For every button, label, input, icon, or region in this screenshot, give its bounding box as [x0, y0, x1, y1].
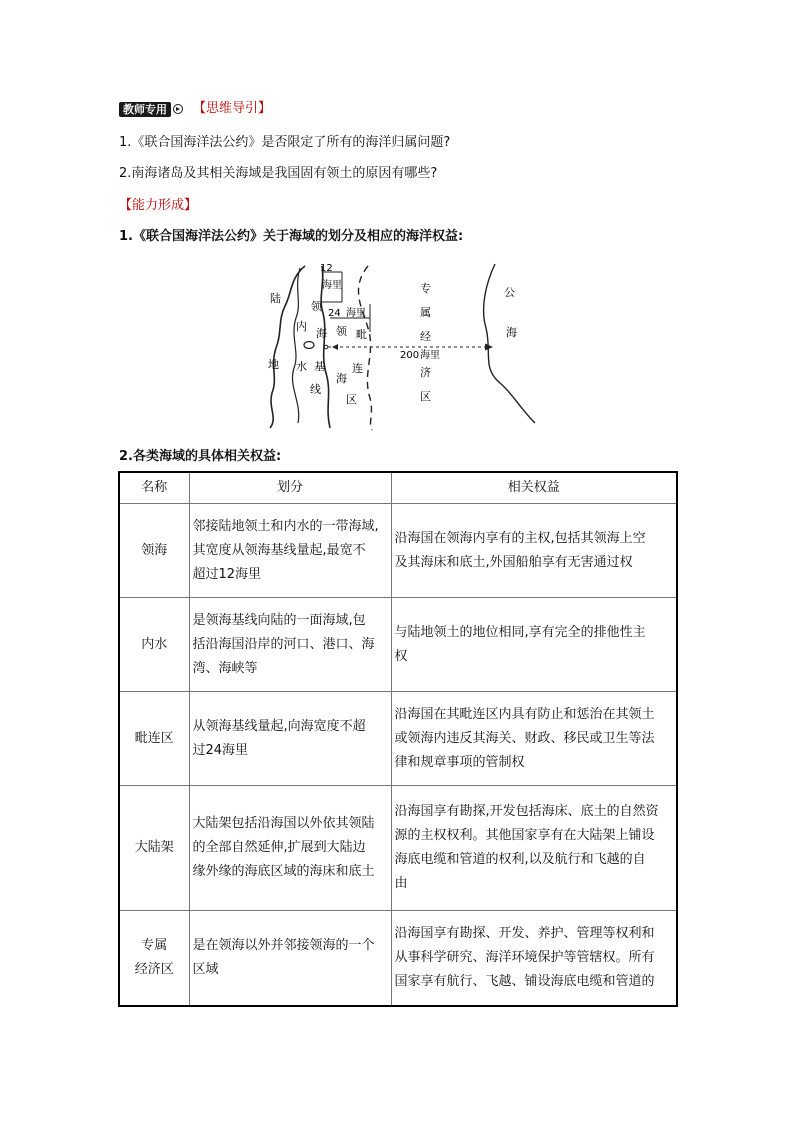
inner-water-char-2: 水	[296, 360, 307, 373]
table-row	[119, 598, 677, 692]
baseline-char-3: 基	[314, 360, 325, 373]
cell-rights-line: 权	[394, 648, 408, 664]
guide-heading: 【思维导引】	[193, 101, 272, 116]
contiguous-char-2: 连	[352, 362, 363, 375]
territorial-char-2: 海	[336, 372, 347, 385]
cell-rights-line: 或领海内违反其海关、财政、移民或卫生等法	[394, 730, 655, 746]
island-small	[324, 345, 328, 349]
cell-division-line: 过24海里	[192, 742, 249, 758]
cell-name	[119, 598, 189, 692]
cell-division	[189, 786, 391, 911]
cell-name	[119, 692, 189, 786]
cell-rights-line: 律和规章事项的管制权	[394, 754, 525, 770]
cell-rights	[391, 598, 677, 692]
guide-question-2: 2.南海诸岛及其相关海域是我国固有领土的原因有哪些?	[119, 166, 438, 181]
cell-rights-line: 及其海床和底土,外国船舶享有无害通过权	[394, 554, 633, 570]
label-12: 12	[320, 263, 333, 274]
cell-rights-line: 沿海国在领海内享有的主权,包括其领海上空	[394, 530, 646, 546]
cell-rights-line: 沿海国享有勘探、开发、养护、管理等权利和	[394, 925, 655, 941]
sea-rights-table	[118, 471, 678, 1007]
arrow-right-icon	[485, 344, 493, 351]
label-200: 200	[400, 350, 420, 361]
cell-rights	[391, 504, 677, 598]
land-char-2: 地	[268, 358, 279, 371]
cell-name-line: 经济区	[134, 961, 174, 977]
contiguous-char-3: 区	[346, 393, 357, 406]
label-12-unit: 海里	[322, 280, 342, 291]
cell-rights-line: 国家享有航行、飞越、铺设海底电缆和管道的	[394, 973, 655, 989]
cell-rights-line: 从事科学研究、海洋环境保护等管辖权。所有	[394, 949, 655, 965]
play-circle-icon	[173, 104, 183, 114]
cell-division	[189, 504, 391, 598]
eez-char-4: 济	[420, 366, 431, 379]
cell-name-line: 领海	[141, 542, 168, 558]
cell-name-line: 内水	[141, 636, 168, 652]
eez-char-3: 经	[420, 330, 431, 343]
high-seas-char-1: 公	[504, 286, 515, 299]
cell-division-line: 邻接陆地领土和内水的一带海域,	[192, 518, 379, 534]
cell-division-line: 其宽度从领海基线量起,最宽不	[192, 542, 366, 558]
contiguous-char-1: 毗	[356, 328, 367, 341]
cell-division	[189, 692, 391, 786]
cell-division-line: 括沿海国沿岸的河口、港口、海	[192, 636, 375, 652]
island	[304, 342, 314, 349]
cell-rights-line: 海底电缆和管道的权利,以及航行和飞越的自	[394, 852, 646, 867]
header-rights: 相关权益	[391, 472, 677, 504]
cell-rights-line: 沿海国享有勘探,开发包括海床、底土的自然资	[394, 804, 659, 819]
baseline-char-1: 领	[311, 300, 322, 313]
cell-name-line: 大陆架	[134, 840, 174, 855]
label-24: 24	[328, 308, 341, 319]
table-row	[119, 692, 677, 786]
cell-division-line: 缘外缘的海底区域的海床和底土	[192, 864, 375, 879]
cell-division	[189, 598, 391, 692]
cell-rights-line: 与陆地领土的地位相同,享有完全的排他性主	[394, 624, 646, 640]
cell-division-line: 的全部自然延伸,扩展到大陆边	[192, 840, 366, 855]
baseline-char-2: 海	[316, 327, 327, 340]
table-row	[119, 911, 677, 1006]
coastline	[270, 266, 305, 428]
cell-name	[119, 504, 189, 598]
eez-char-5: 区	[420, 390, 431, 403]
cell-rights-line: 由	[394, 876, 408, 891]
cell-division-line: 超过12海里	[192, 566, 262, 582]
teacher-tag-label: 教师专用	[119, 102, 171, 117]
cell-division-line: 是在领海以外并邻接领海的一个	[192, 937, 375, 953]
cell-name	[119, 911, 189, 1006]
cell-name-line: 专属	[141, 937, 168, 953]
land-char-1: 陆	[270, 292, 281, 305]
table-row	[119, 504, 677, 598]
cell-rights	[391, 786, 677, 911]
baseline-line	[292, 268, 300, 423]
guide-question-1: 1.《联合国海洋法公约》是否限定了所有的海洋归属问题?	[119, 135, 451, 150]
eez-char-1: 专	[420, 282, 431, 295]
cell-name-line: 毗连区	[134, 730, 174, 746]
sea-zone-diagram	[250, 258, 550, 433]
cell-rights	[391, 911, 677, 1006]
cell-division-line: 区域	[192, 961, 219, 977]
ability-item-2: 2.各类海域的具体相关权益:	[119, 449, 282, 464]
territorial-char-1: 领	[336, 325, 347, 338]
cell-name	[119, 786, 189, 911]
contiguous-zone-limit	[358, 266, 372, 430]
teacher-tag	[119, 101, 183, 117]
cell-rights	[391, 692, 677, 786]
cell-rights-line: 源的主权权利。其他国家享有在大陆架上铺设	[394, 828, 655, 843]
cell-rights-line: 沿海国在其毗连区内具有防止和惩治在其领土	[394, 706, 655, 722]
table-row	[119, 786, 677, 911]
high-seas-char-2: 海	[506, 326, 517, 339]
eez-char-2: 属	[420, 306, 431, 319]
cell-division-line: 是领海基线向陆的一面海域,包	[192, 612, 366, 628]
label-200-unit: 海里	[420, 350, 440, 361]
baseline-char-4: 线	[310, 383, 321, 396]
header-name: 名称	[119, 472, 189, 504]
arrow-left-icon	[332, 344, 338, 350]
table-header-row	[119, 472, 677, 504]
ability-item-1: 1.《联合国海洋法公约》关于海域的划分及相应的海洋权益:	[119, 229, 464, 244]
label-24-unit: 海里	[346, 308, 366, 319]
cell-division-line: 湾、海峡等	[192, 660, 258, 676]
cell-division-line: 从领海基线量起,向海宽度不超	[192, 718, 366, 734]
cell-division-line: 大陆架包括沿海国以外依其领陆	[192, 816, 375, 831]
inner-water-char-1: 内	[296, 320, 307, 333]
ability-heading: 【能力形成】	[119, 198, 198, 213]
header-division: 划分	[189, 472, 391, 504]
cell-division	[189, 911, 391, 1006]
